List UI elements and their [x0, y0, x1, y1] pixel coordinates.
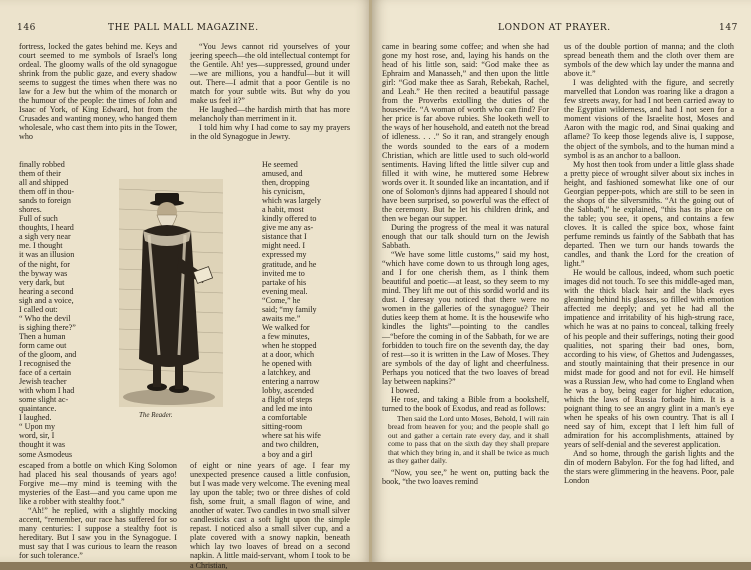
wrapped-text-line: We walked for: [262, 322, 310, 332]
left-col2-p1: “You Jews cannot rid yourselves of your jeering speech—the old intellectual contempt for the Gentile. Ah! yes—suppressed, ground under—we are millions, you a handful—but it will out. There—I admit that a poor Gentile is no match for your subtle wits. But why do you make us feel it?”: [190, 42, 350, 106]
wrapped-text-line: a sigh very near: [19, 232, 71, 242]
right-page: [372, 0, 751, 562]
wrapped-text-line: He seemed: [262, 160, 298, 169]
wrapped-text-line: might need. I: [262, 241, 306, 251]
right-col2-p1: us of the double portion of manna; and the cloth spread beneath them and the cloth over them are symbols of the dew which lay under the manna and above it.”: [564, 42, 734, 79]
wrapped-text-line: some slight ac-: [19, 395, 69, 405]
wrapped-text-line: when he stopped: [262, 340, 317, 350]
wrapped-text-line: me. I thought: [19, 241, 63, 251]
wrapped-text-line: the byway was: [19, 268, 68, 278]
exodus-quote: [388, 415, 549, 465]
wrapped-text-line: of the gloom, and: [19, 349, 77, 359]
left-running-head: THE PALL MALL MAGAZINE.: [108, 23, 259, 33]
wrapped-text-line: “ Who the devil: [19, 313, 71, 323]
left-col1-top: [19, 42, 177, 142]
left-col1-para2: “Ah!” he replied, with a slightly mocking accent, “remember, our race has suffered for so many centuries: I suppose a stealthy foot is hereditary. But I saw you in the Synagogue. I must say that I was curious to learn the reason for such tolerance.”: [19, 506, 177, 561]
left-col2-wrap: [262, 160, 352, 459]
wrapped-text-line: at a door, which: [262, 349, 315, 359]
right-col2-p2: I was delighted with the figure, and secretly marvelled that London was roaring like a dragon a few streets away, for had I not been carried away to the Egyptian wilderness, and had I not seen for a moment visions of the Israelite host, Moses and Aaron with the magic rod, and Sinai quaking and aflame? To keep those legends alive is, I suppose, the object of the symbols, and to the human mind a symbol is as an anchor to a balloon.: [564, 78, 734, 160]
wrapped-text-line: very dark, but: [19, 277, 65, 287]
right-col2-p5: And so home, through the garish lights and the din of modern Babylon. For the fog had lifted, and the stars were glimmering in the heavens. Poor, pale London: [564, 449, 734, 486]
wrapped-text-line: give me any as-: [262, 223, 314, 233]
left-col2-bottom-text: of eight or nine years of age. I fear my unexpected presence caused a little confusion, but I was made very welcome. The evening meal lay upon the table; two or three dishes of cold fish, some fruit, a small flagon of wine, and another of water. Two candles in two small silver candlesticks cast a soft light upon the simple repast. I noticed also a small silver cup, and a plate covered with a snowy napkin, beneath which lay two loaves of bread on a second napkin. A little maid-servant, whom I took to be a Christian,: [190, 461, 350, 570]
right-col2: [564, 42, 734, 485]
left-page-number: 146: [17, 23, 36, 33]
wrapped-text-line: and led me into: [262, 404, 313, 414]
left-col2-p3: I told him why I had come to say my prayers in the old Synagogue in Jewry.: [190, 123, 350, 142]
wrapped-text-line: word, sir, I: [19, 431, 55, 441]
wrapped-text-line: thoughts, I heard: [19, 223, 74, 233]
wrapped-text-line: thought it was: [19, 440, 66, 450]
wrapped-text-line: which was largely: [262, 196, 321, 206]
wrapped-text-line: a boy and a girl: [262, 449, 313, 459]
wrapped-text-line: hearing a second: [19, 286, 74, 296]
wrapped-text-line: invited me to: [262, 268, 305, 278]
right-col1-p2: During the progress of the meal it was natural enough that our talk should turn on the Jewish Sabbath.: [382, 222, 549, 251]
right-col1-p3: “We have some little customs,” said my host, “which have come down to us through long ages, and I for one cherish them, as I think them beautiful and poetic—at least, so they seem to my mind. They lift me out of this sordid world and its dust. I daresay you noticed that there were no women in the galleries of the synagogue? Their duties keep them at home. It is the housewife who kindles the lights”—pointing to the candles—“before the coming in of the Sabbath, for we are forbidden to touch fire on the seventh day, the day of rest—so it is written in the Law of Moses. They are symbols of the day of light and cheerfulness. Perhaps you noticed that the two loaves of bread lay between napkins?”: [382, 250, 549, 386]
wrapped-text-line: Full of such: [19, 214, 58, 224]
right-col2-p4: He would be callous, indeed, whom such poetic images did not touch. To see this middle-aged man, with the thick black hair and the black eyes gleaming behind his glasses, so filled with emotion affected me deeply; and yet he had all the impatience and irritability of his high-strung race, which he was at no pains to conceal, talking freely of his people and their sufferings, noting their good qualities, not sparing their bad ones, born, according to his view, of Ghettos and Judengasses, and stoutly maintaining that their presence in our midst made for good and not for evil. He himself was a Russian Jew, who had come to England when he was a boy, being eager for higher education, which the laws of Russia forbade him. It is a poignant thing to see an angry glint in a man's eye when he speaks of his own country. That is all I need say of him, except that I left him full of admiration for his accomplishments, attained by years of self-denial and the severest application.: [564, 268, 734, 450]
wrapped-text-line: shores.: [19, 205, 42, 215]
right-col1-p1: came in bearing some coffee; and when she had gone my host rose, and, laying his hands on the head of his little son, said: “God make thee as Ephraim and Manasseh,” and then upon the little girl: “God make thee as Sarah, Rebekah, Rachel, and Leah.” He then recited a beautiful passage from the Proverbs extolling the duties of the housewife. “A woman of worth who can find? For her price is far above rubies. She looketh well to the ways of her household, and eateth not the bread of idleness. . . .” So it ran, and strangely enough the words sounded to the ears of a modern Christian, which are little used to such old-world sentiments. Having lifted the little silver cup and filled it with wine, he muttered some Hebrew words over it. It sounded like an incantation, and if one of Solomon's djinns had appeared I should not have been surprised, so powerful was the effect of the ceremony. But he let his children drink, and then we began our supper.: [382, 42, 549, 223]
wrapped-text-line: a flight of steps: [262, 395, 313, 405]
wrapped-text-line: I recognised the: [19, 359, 71, 369]
wrapped-text-line: it was an illusion: [19, 250, 75, 260]
wrapped-text-line: he opened with: [262, 359, 312, 369]
left-col1-wrap: [19, 160, 119, 459]
wrapped-text-line: sitting-room: [262, 422, 303, 432]
left-col2-top: [190, 42, 350, 142]
wrapped-text-line: all and shipped: [19, 178, 69, 188]
wrapped-text-line: his cynicism,: [262, 187, 305, 197]
left-col1-bottom: [19, 461, 177, 561]
wrapped-text-line: with whom I had: [19, 386, 75, 396]
wrapped-text-line: Then a human: [19, 331, 66, 341]
left-col1-bottom-text: escaped from a bottle on which King Solomon had placed his seal thousands of years ago! Forgive me—my mind is teeming with the mysteries of the East—and you came upon me like a robber with stealthy foot.”: [19, 461, 177, 507]
right-col1-p6: “Now, you see,” he went on, putting back the book, “the two loaves remind: [382, 468, 549, 487]
right-page-number: 147: [719, 23, 738, 33]
wrapped-text-line: a comfortable: [262, 413, 307, 423]
wrapped-text-line: entering a narrow: [262, 377, 320, 387]
right-col1-p4: I bowed.: [391, 385, 420, 395]
wrapped-text-line: evening meal.: [262, 286, 308, 296]
wrapped-text-line: a habit, most: [262, 205, 304, 215]
illustration-the-reader: [119, 179, 223, 407]
wrapped-text-line: I called out:: [19, 304, 58, 314]
wrapped-text-line: lobby, ascended: [262, 386, 314, 396]
wrapped-text-line: is sighing there?”: [19, 322, 76, 332]
wrapped-text-line: face of a certain: [19, 368, 72, 378]
left-col1-top-text: fortress, locked the gates behind me. Keys and court seemed to me symbols of Israel's long ordeal. The gloomy walls of the old synagogue shrink from the public gaze, and every shadow seems to suggest the times when there was no law for a Jew but the whim of the monarch or the humour of the people: the times of John and Isaac of York, of King Edward, hot from the Crusades and wanting money, who hanged them wholesale, who cast them into pits in the Tower, who: [19, 42, 177, 142]
wrapped-text-line: “Come,” he: [262, 295, 301, 305]
wrapped-text-line: Jewish teacher: [19, 377, 67, 387]
wrapped-text-line: quaintance.: [19, 404, 57, 414]
wrapped-text-line: I laughed.: [19, 413, 52, 423]
right-col1: [382, 42, 549, 486]
reader-engraving-icon: [119, 179, 223, 407]
wrapped-text-line: where sat his wife: [262, 431, 321, 441]
right-running-head: LONDON AT PRAYER.: [498, 23, 611, 33]
wrapped-text-line: and two children,: [262, 440, 319, 450]
wrapped-text-line: “ Upon my: [19, 422, 56, 432]
left-col2-p2: He laughed—the hardish mirth that has more melancholy than merriment in it.: [190, 105, 350, 124]
wrapped-text-line: sands to foreign: [19, 196, 71, 206]
wrapped-text-line: them off in thou-: [19, 187, 75, 197]
wrapped-text-line: a few minutes,: [262, 331, 310, 341]
wrapped-text-line: gratitude, and he: [262, 259, 317, 269]
wrapped-text-line: some Asmodeus: [19, 449, 73, 459]
wrapped-text-line: partake of his: [262, 277, 307, 287]
wrapped-text-line: then, dropping: [262, 178, 310, 188]
right-col1-p5: He rose, and taking a Bible from a bookshelf, turned to the book of Exodus, and read as follows:: [382, 394, 549, 413]
wrapped-text-line: a latchkey, and: [262, 368, 311, 378]
wrapped-text-line: sigh and a voice,: [19, 295, 74, 305]
wrapped-text-line: finally robbed: [19, 160, 65, 169]
wrapped-text-line: form came out: [19, 340, 67, 350]
wrapped-text-line: kindly offered to: [262, 214, 317, 224]
left-col2-bottom: [190, 461, 350, 570]
illustration-caption: The Reader.: [139, 411, 173, 419]
wrapped-text-line: of the night, for: [19, 259, 70, 269]
wrapped-text-line: them of their: [19, 169, 61, 179]
right-col2-p3: My host then took from under a little glass shade a pretty piece of wrought silver about six inches in height, and fashioned somewhat like one of our Georgian pepper-pots, which are still to be seen in the shops of the silversmiths. “At the going out of the Sabbath,” he explained, “this has its place on the table; you see, it opens, and contains a few cloves. It is called the spice box, whose faint perfume reminds us faintly of the Sabbath that has departed. Then we turn our hands towards the candles, and thank the Lord for the creation of light.”: [564, 159, 734, 269]
wrapped-text-line: awaits me.”: [262, 313, 301, 323]
wrapped-text-line: said; “my family: [262, 304, 317, 314]
exodus-quote-text: Then said the Lord unto Moses, Behold, I will rain bread from heaven for you; and the people shall go out and gather a certain rate every day, and it shall come to pass that on the sixth day they shall prepare that which they bring in, and it shall be twice as much as they gather daily.: [388, 413, 549, 465]
wrapped-text-line: amused, and: [262, 169, 303, 179]
left-page: [0, 0, 372, 570]
wrapped-text-line: expressed my: [262, 250, 307, 260]
wrapped-text-line: sistance that I: [262, 232, 307, 242]
